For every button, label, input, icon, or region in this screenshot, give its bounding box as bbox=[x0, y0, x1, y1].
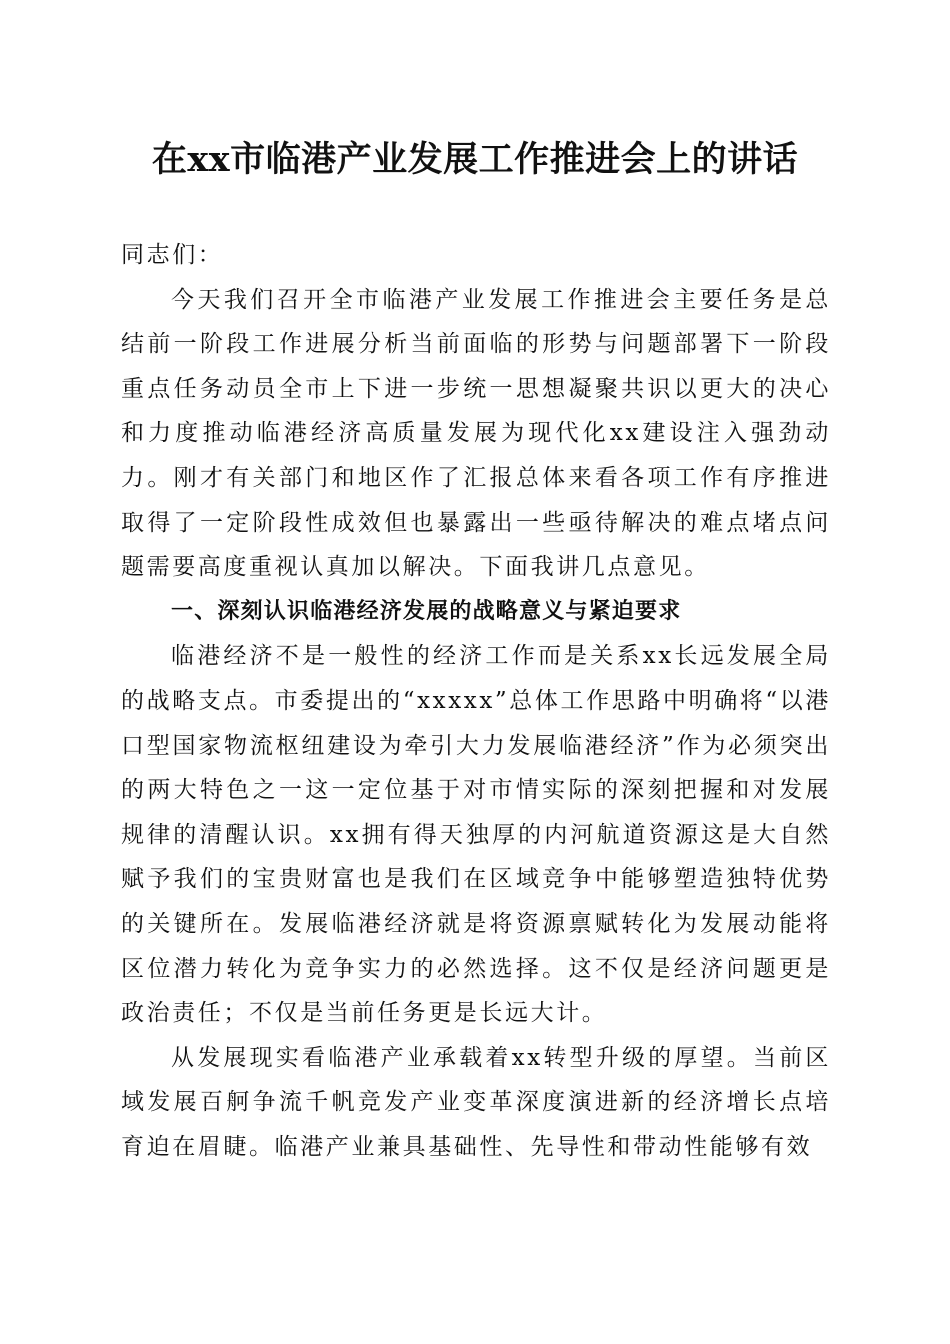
section-heading: 一、深刻认识临港经济发展的战略意义与紧迫要求 bbox=[171, 598, 682, 624]
intro-paragraph: 今天我们召开全市临港产业发展工作推进会主要任务是总结前一阶段工作进展分析当前面临的形势与问题部署下一阶段重点任务动员全市上下进一步统一思想凝聚共识以更大的决心和力度推动临港经济高质量发展为现代化xx建设注入强劲动力。刚才有关部门和地区作了汇报总体来看各项工作有序推进取得了一定阶段性成效但也暴露出一些亟待解决的难点堵点问题需要高度重视认真加以解决。下面我讲几点意见。 bbox=[121, 286, 831, 581]
salutation: 同志们： bbox=[121, 242, 224, 268]
document-body bbox=[121, 233, 831, 1169]
document-title: 在xx市临港产业发展工作推进会上的讲话 bbox=[151, 139, 799, 180]
section-paragraph-1: 临港经济不是一般性的经济工作而是关系xx长远发展全局的战略支点。市委提出的“xxxxx”总体工作思路中明确将“以港口型国家物流枢纽建设为牵引大力发展临港经济”作为必须突出的两大特色之一这一定位基于对市情实际的深刻把握和对发展规律的清醒认识。xx拥有得天独厚的内河航道资源这是大自然赋予我们的宝贵财富也是我们在区域竞争中能够塑造独特优势的关键所在。发展临港经济就是将资源禀赋转化为发展动能将区位潜力转化为竞争实力的必然选择。这不仅是经济问题更是政治责任；不仅是当前任务更是长远大计。 bbox=[121, 643, 831, 1027]
section-paragraph-2: 从发展现实看临港产业承载着xx转型升级的厚望。当前区域发展百舸争流千帆竞发产业变革深度演进新的经济增长点培育迫在眉睫。临港产业兼具基础性、先导性和带动性能够有效 bbox=[121, 1044, 831, 1160]
